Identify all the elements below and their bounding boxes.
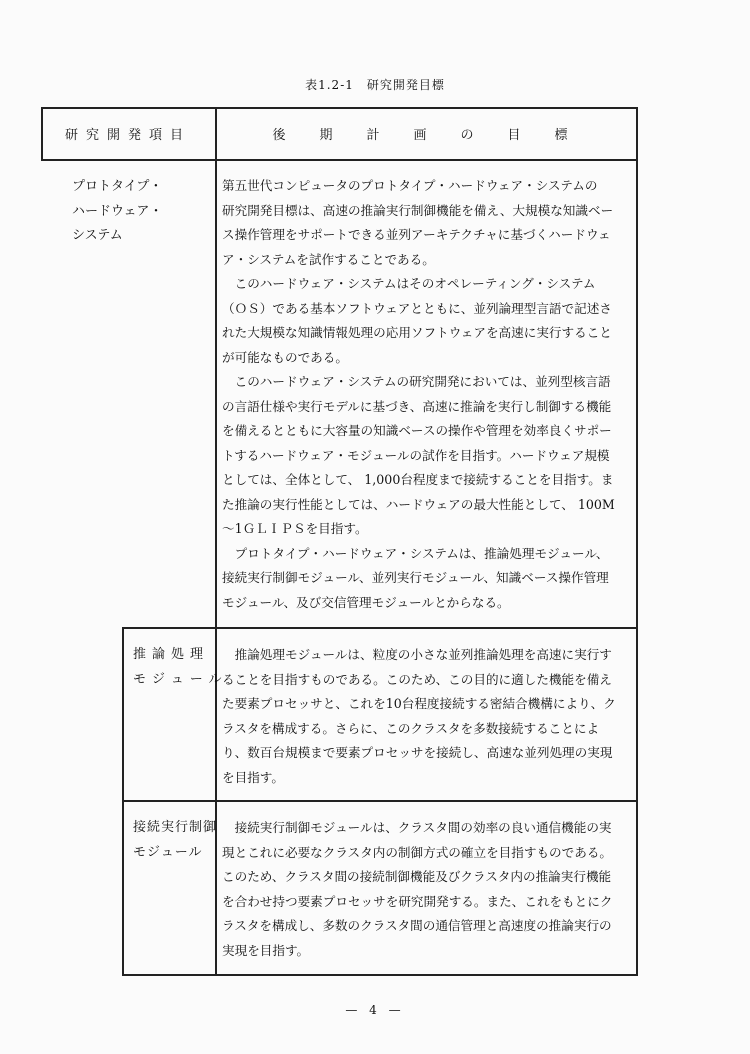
page-number: — 4 — (345, 1003, 405, 1017)
row-item-prototype: プロトタイプ・ ハードウェア・ システム (72, 179, 163, 243)
header-item: 研究開発項目 (64, 127, 191, 143)
row-text-connection-module: 接続実行制御モジュールは、クラスタ間の効率の良い通信機能の実 現とこれに必要なクラスタ内の制御方式の確立を目指すものである。 このため、クラスタ間の接続制御機能及びクラスタ内の推論実行機能 を合わせ持つ要素プロセッサを研究開発する。また、これをもとにク ラスタを構成し、多数のクラスタ間の通信管理と高速度の推論実行の 実現を目指す。 (222, 820, 613, 958)
table-bottom-border (122, 974, 638, 976)
table-caption: 表1.2-1 研究開発目標 (305, 78, 445, 92)
header-bottom-border (41, 159, 638, 161)
table-right-border (636, 107, 638, 976)
row-text-inference-module: 推論処理モジュールは、粒度の小さな並列推論処理を高速に実行す ることを目指すものである。このため、この目的に適した機能を備え た要素プロセッサと、これを10台程度接続する密結合機構により、ク ラスタを構成する。さらに、このクラスタを多数接続することによ り、数百台規模まで要素プロセッサを接続し、高速な並列処理の実現 を目指す。 (222, 647, 616, 785)
row-item-connection-module: 接続実行制御 モジュール (133, 820, 218, 860)
row-item-inference-module: 推論処理 モジュール (133, 647, 228, 687)
row-divider-1 (122, 627, 638, 629)
row-divider-2 (122, 800, 638, 802)
subitem-left-border (122, 627, 124, 976)
row-text-prototype: 第五世代コンピュータのプロトタイプ・ハードウェア・システムの 研究開発目標は、高速の推論実行制御機能を備え、大規模な知識ベー ス操作管理をサポートできる並列アーキテクチャに基づくハードウェ ア・システムを試作することである。 このハードウェア・システムはそのオペレーティング・システム （ＯＳ）である基本ソフトウェアとともに、並列論理型言語で記述さ れた大規模な知識情報処理の応用ソフトウェアを高速に実行すること が可能なものである。 このハードウェア・システムの研究開発においては、並列型核言語 の言語仕様や実行モデルに基づき、高速に推論を実行し制御する機能 を備えるとともに大容量の知識ベースの操作や管理を効率良くサポー トするハードウェア・モジュールの試作を目指す。ハードウェア規模 としては、全体として、 1,000台程度まで接続することを目指す。ま た推論の実行性能としては、ハードウェアの最大性能として、 100M ～1ＧＬＩＰＳを目指す。 プロトタイプ・ハードウェア・システムは、推論処理モジュール、 接続実行制御モジュール、並列実行モジュール、知識ベース操作管理 モジュール、及び交信管理モジュールとからなる。 (222, 178, 615, 610)
header-goal: 後期計画の目標 (272, 127, 602, 143)
